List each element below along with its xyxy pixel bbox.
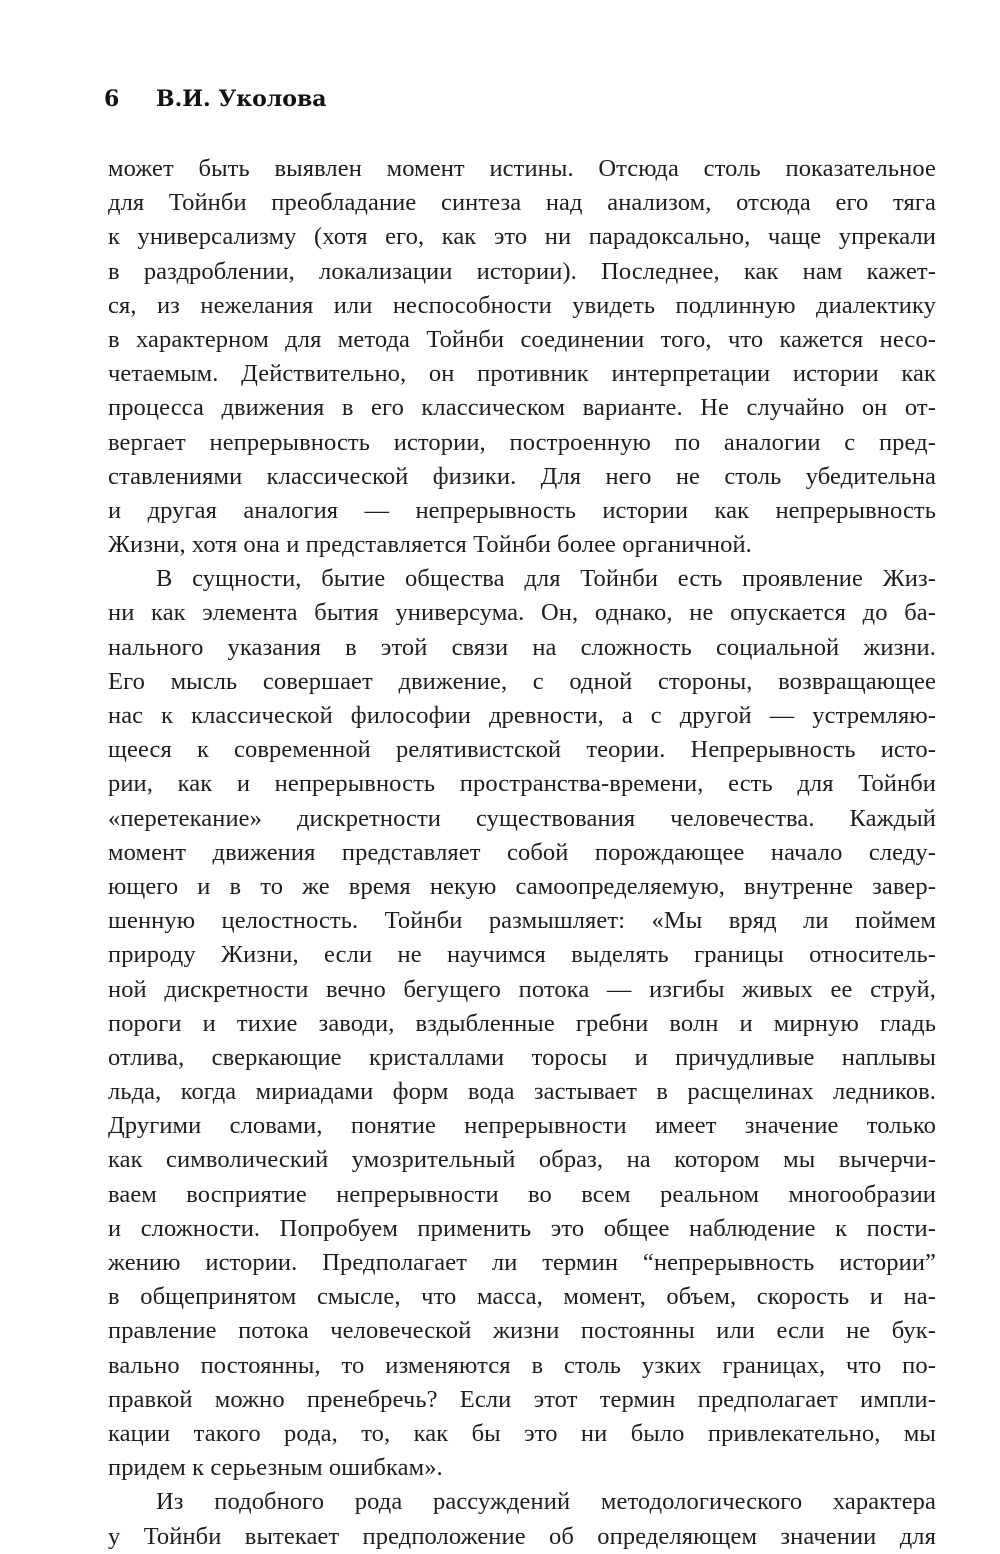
text-line: кации такого рода, то, как бы это ни было привлекательно, мы bbox=[108, 1419, 936, 1447]
text-line: отлива, сверкающие кристаллами торосы и причудливые наплывы bbox=[108, 1043, 936, 1071]
text-line: как символический умозрительный образ, на котором мы вычерчи- bbox=[108, 1146, 936, 1174]
text-line: в характерном для метода Тойнби соединении того, что кажется несо- bbox=[108, 325, 936, 353]
text-line: правкой можно пренебречь? Если этот термин предполагает импли- bbox=[108, 1385, 936, 1413]
text-line: Жизни, хотя она и представляется Тойнби более органичной. bbox=[108, 531, 752, 559]
paragraph bbox=[108, 562, 936, 1485]
text-line: природу Жизни, если не научимся выделять границы относитель- bbox=[108, 941, 936, 969]
text-line: ни как элемента бытия универсума. Он, однако, не опускается до ба- bbox=[108, 599, 936, 627]
text-line: и сложности. Попробуем применить это общее наблюдение к пости- bbox=[108, 1214, 936, 1242]
text-line: Другими словами, понятие непрерывности имеет значение только bbox=[108, 1112, 936, 1140]
text-line: шенную целостность. Тойнби размышляет: «Мы вряд ли поймем bbox=[108, 907, 936, 935]
text-line: правление потока человеческой жизни постоянны или если не бук- bbox=[108, 1317, 936, 1345]
text-line: ной дискретности вечно бегущего потока — изгибы живых ее струй, bbox=[108, 975, 936, 1003]
text-line: ставлениями классической физики. Для него не столь убедительна bbox=[108, 462, 936, 490]
page-number: 6 bbox=[104, 86, 120, 112]
text-line: вергает непрерывность истории, построенную по аналогии с пред- bbox=[108, 428, 936, 456]
text-line: Его мысль совершает движение, с одной стороны, возвращающее bbox=[108, 667, 936, 695]
text-line: у Тойнби вытекает предположение об определяющем значении для bbox=[108, 1522, 936, 1550]
text-line: рии, как и непрерывность пространства-времени, есть для Тойнби bbox=[108, 770, 936, 798]
text-line: вально постоянны, то изменяются в столь узких границах, что по- bbox=[108, 1351, 936, 1379]
text-line: ся, из нежелания или неспособности увидеть подлинную диалектику bbox=[108, 291, 936, 319]
paragraph bbox=[108, 152, 936, 562]
text-line: к универсализму (хотя его, как это ни парадоксально, чаще упрекали bbox=[108, 223, 936, 251]
paragraph bbox=[108, 1485, 936, 1553]
text-line: льда, когда мириадами форм вода застывает в расщелинах ледников. bbox=[108, 1078, 936, 1106]
text-line: жению истории. Предполагает ли термин “непрерывность истории” bbox=[108, 1249, 936, 1276]
running-head-author: В.И. Уколова bbox=[156, 86, 327, 112]
text-line: процесса движения в его классическом варианте. Не случайно он от- bbox=[108, 394, 936, 422]
body-text bbox=[108, 152, 936, 1554]
text-line: Из подобного рода рассуждений методологического характера bbox=[156, 1488, 936, 1516]
text-line: ющего и в то же время некую самоопределяемую, внутренне завер- bbox=[108, 872, 936, 900]
text-line: нального указания в этой связи на сложность социальной жизни. bbox=[108, 633, 936, 661]
text-line: нас к классической философии древности, а с другой — устремляю- bbox=[108, 702, 936, 729]
text-line: пороги и тихие заводи, вздыбленные гребни волн и мирную гладь bbox=[108, 1009, 936, 1037]
text-line: «перетекание» дискретности существования человечества. Каждый bbox=[108, 804, 936, 832]
text-line: четаемым. Действительно, он противник интерпретации истории как bbox=[108, 360, 936, 388]
text-line: в раздроблении, локализации истории). Последнее, как нам кажет- bbox=[108, 257, 936, 285]
text-line: щееся к современной релятивистской теории. Непрерывность исто- bbox=[108, 736, 936, 764]
text-line: В сущности, бытие общества для Тойнби есть проявление Жиз- bbox=[156, 565, 936, 593]
text-line: придем к серьезным ошибкам». bbox=[108, 1454, 443, 1482]
text-line: момент движения представляет собой порождающее начало следу- bbox=[108, 838, 936, 866]
text-line: для Тойнби преобладание синтеза над анализом, отсюда его тяга bbox=[108, 189, 936, 217]
text-line: ваем восприятие непрерывности во всем реальном многообразии bbox=[108, 1180, 936, 1208]
text-line: и другая аналогия — непрерывность истории как непрерывность bbox=[108, 496, 936, 524]
text-line: в общепринятом смысле, что масса, момент, объем, скорость и на- bbox=[108, 1283, 936, 1311]
text-line: может быть выявлен момент истины. Отсюда столь показательное bbox=[108, 155, 936, 182]
running-head bbox=[104, 86, 327, 112]
